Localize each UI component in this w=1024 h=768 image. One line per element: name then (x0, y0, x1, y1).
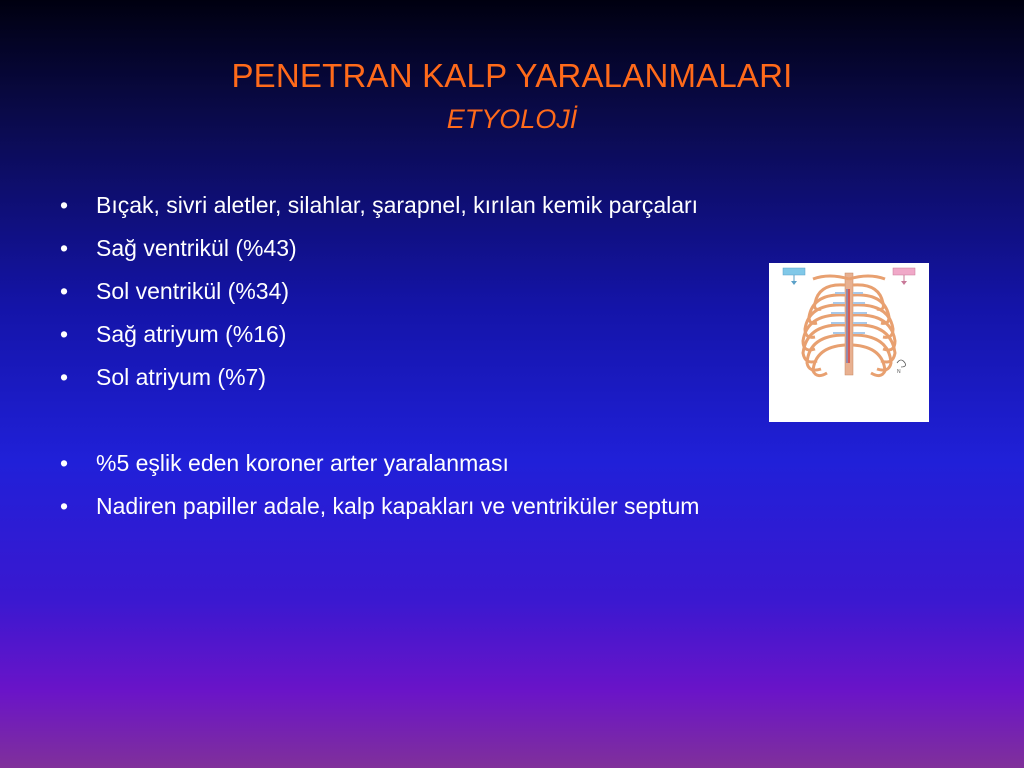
bullet-item (60, 442, 960, 485)
bullet-text: Nadiren papiller adale, kalp kapakları ve ventriküler septum (96, 493, 700, 519)
slide-title: PENETRAN KALP YARALANMALARI (231, 57, 793, 94)
bullet-text: Sol atriyum (%7) (96, 364, 266, 390)
slide-subtitle: ETYOLOJİ (446, 104, 578, 134)
bullet-icon: • (60, 364, 69, 390)
bullet-icon: • (60, 192, 69, 218)
bullet-text: Sol ventrikül (%34) (96, 278, 290, 304)
bullet-text: Sağ atriyum (%16) (96, 321, 287, 347)
bullet-icon: • (60, 493, 69, 519)
bullet-icon: • (60, 235, 69, 261)
bullet-text: %5 eşlik eden koroner arter yaralanması (96, 450, 509, 476)
bullet-text: Bıçak, sivri aletler, silahlar, şarapnel, kırılan kemik parçaları (96, 192, 699, 218)
svg-text:N: N (897, 369, 901, 375)
bullet-icon: • (60, 278, 69, 304)
bullet-icon: • (60, 450, 69, 476)
bullet-text: Sağ ventrikül (%43) (96, 235, 297, 261)
bullet-item (60, 485, 960, 528)
ribcage-image (769, 263, 929, 422)
bullet-icon: • (60, 321, 69, 347)
bullet-item (60, 184, 960, 227)
ribcage-illustration-icon (769, 263, 929, 422)
